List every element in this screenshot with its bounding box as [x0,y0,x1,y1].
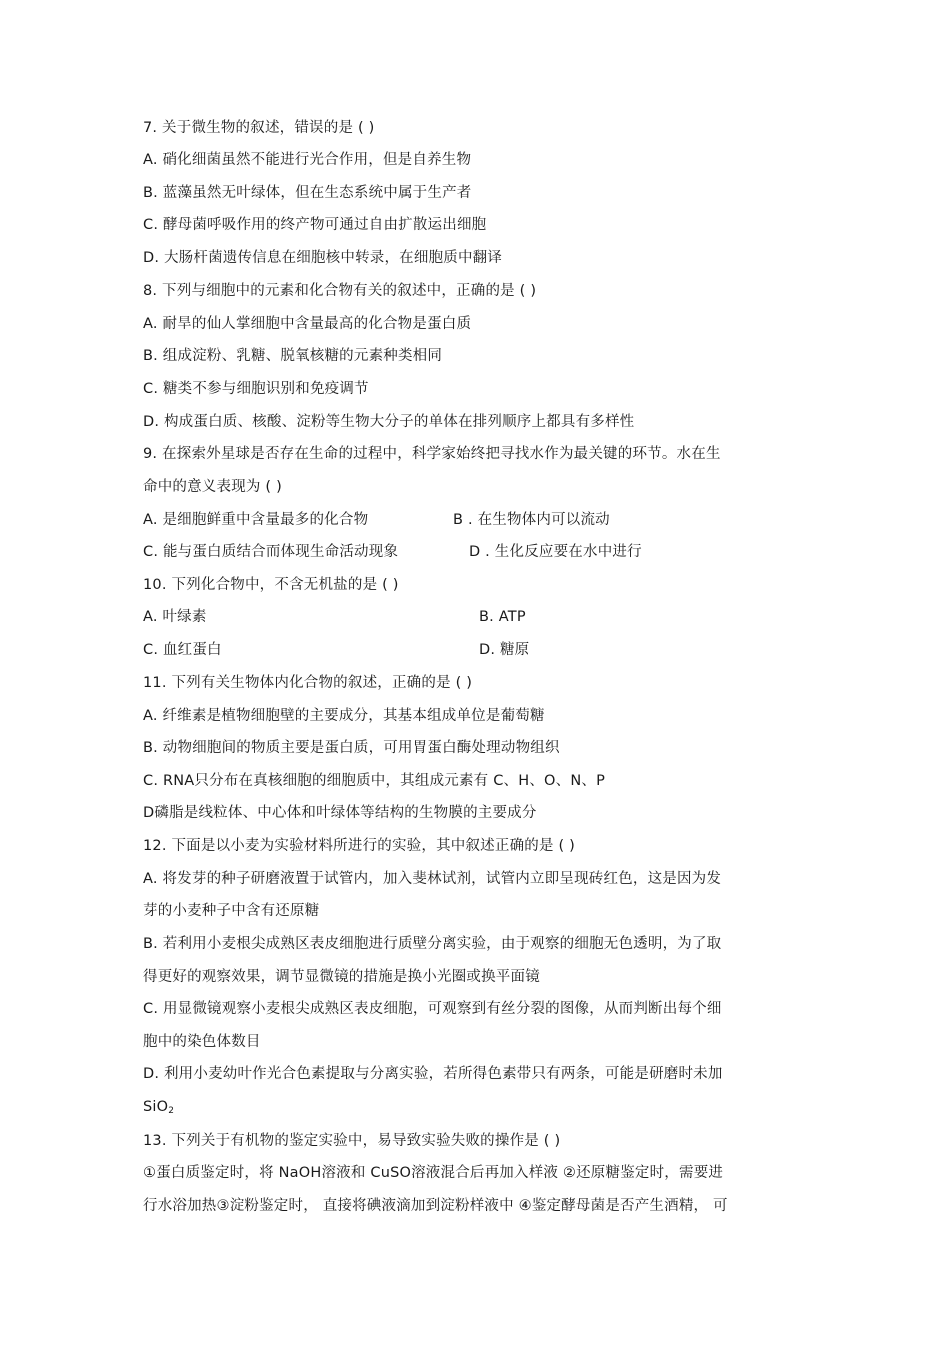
question-8-option-b: B. 组成淀粉、乳糖、脱氧核糖的元素种类相同 [143,348,443,364]
formula-text: SiO [143,1099,169,1115]
question-12-option-a-continued: 芽的小麦种子中含有还原糖 [143,903,320,919]
question-9-stem: 9. 在探索外星球是否存在生命的过程中，科学家始终把寻找水作为最关键的环节。水在生 [143,446,721,462]
question-9-option-b: B . 在生物体内可以流动 [453,512,610,528]
question-10-option-c: C. 血红蛋白 [143,642,222,658]
question-9-option-a: A. 是细胞鲜重中含量最多的化合物 [143,512,369,528]
question-11-option-c: C. RNA只分布在真核细胞的细胞质中，其组成元素有 C、H、O、N、P [143,773,606,789]
question-11-stem: 11. 下列有关生物体内化合物的叙述，正确的是 ( ) [143,675,473,691]
question-8-option-d: D. 构成蛋白质、核酸、淀粉等生物大分子的单体在排列顺序上都具有多样性 [143,414,635,430]
question-7-stem: 7. 关于微生物的叙述，错误的是 ( ) [143,120,375,136]
question-9-option-d: D . 生化反应要在水中进行 [469,544,642,560]
question-8-option-c: C. 糖类不参与细胞识别和免疫调节 [143,381,369,397]
question-8-option-a: A. 耐旱的仙人掌细胞中含量最高的化合物是蛋白质 [143,316,472,332]
question-13-stem: 13. 下列关于有机物的鉴定实验中，易导致实验失败的操作是 ( ) [143,1133,561,1149]
question-12-option-d-formula [143,1097,174,1121]
question-12-option-b: B. 若利用小麦根尖成熟区表皮细胞进行质壁分离实验，由于观察的细胞无色透明，为了取 [143,936,722,952]
question-9-option-c: C. 能与蛋白质结合而体现生命活动现象 [143,544,399,560]
question-10-option-d: D. 糖原 [479,642,530,658]
question-12-option-c-continued: 胞中的染色体数目 [143,1034,261,1050]
question-11-option-d: D磷脂是线粒体、中心体和叶绿体等结构的生物膜的主要成分 [143,805,537,821]
question-11-option-a: A. 纤维素是植物细胞壁的主要成分，其基本组成单位是葡萄糖 [143,708,545,724]
question-13-line-1: ①蛋白质鉴定时，将 NaOH溶液和 CuSO溶液混合后再加入样液 ②还原糖鉴定时，需要进 [143,1165,724,1181]
question-12-option-c: C. 用显微镜观察小麦根尖成熟区表皮细胞，可观察到有丝分裂的图像，从而判断出每个细 [143,1001,722,1017]
question-7-option-d: D. 大肠杆菌遗传信息在细胞核中转录，在细胞质中翻译 [143,250,503,266]
question-11-option-b: B. 动物细胞间的物质主要是蛋白质，可用胃蛋白酶处理动物组织 [143,740,560,756]
question-13-line-2: 行水浴加热③淀粉鉴定时， 直接将碘液滴加到淀粉样液中 ④鉴定酵母菌是否产生酒精， 可 [143,1198,728,1214]
question-12-option-d: D. 利用小麦幼叶作光合色素提取与分离实验，若所得色素带只有两条，可能是研磨时未加 [143,1066,723,1082]
question-8-stem: 8. 下列与细胞中的元素和化合物有关的叙述中，正确的是 ( ) [143,283,537,299]
question-12-option-a: A. 将发芽的种子研磨液置于试管内，加入斐林试剂，试管内立即呈现砖红色，这是因为发 [143,871,722,887]
formula-subscript: 2 [168,1106,175,1116]
question-7-option-c: C. 酵母菌呼吸作用的终产物可通过自由扩散运出细胞 [143,217,487,233]
question-10-option-b: B. ATP [479,609,526,625]
question-9-stem-continued: 命中的意义表现为 ( ) [143,479,282,495]
question-12-stem: 12. 下面是以小麦为实验材料所进行的实验，其中叙述正确的是 ( ) [143,838,575,854]
question-12-option-b-continued: 得更好的观察效果，调节显微镜的措施是换小光圈或换平面镜 [143,969,540,985]
question-7-option-a: A. 硝化细菌虽然不能进行光合作用，但是自养生物 [143,152,472,168]
question-7-option-b: B. 蓝藻虽然无叶绿体，但在生态系统中属于生产者 [143,185,472,201]
question-10-option-a: A. 叶绿素 [143,609,207,625]
question-10-stem: 10. 下列化合物中，不含无机盐的是 ( ) [143,577,399,593]
